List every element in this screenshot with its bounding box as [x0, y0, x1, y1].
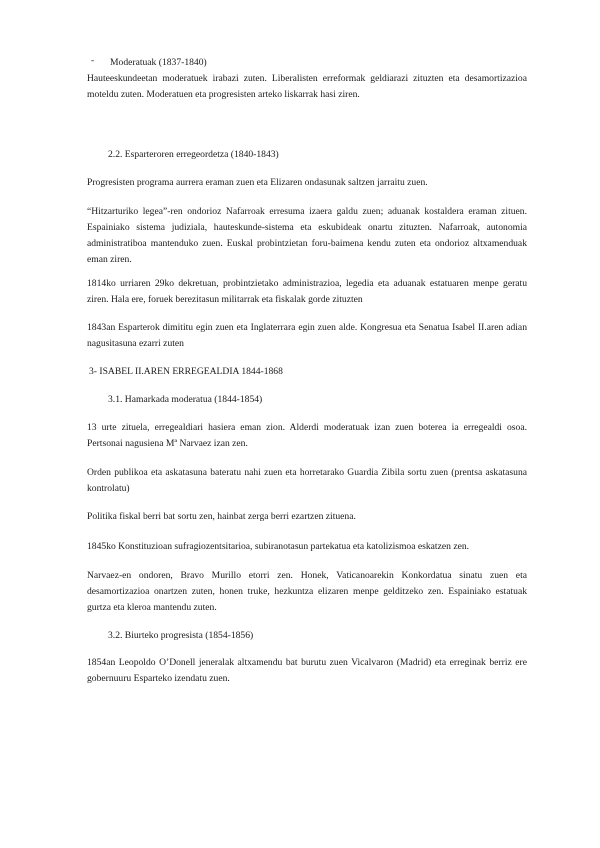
- paragraph-1854-odonell: 1854an Leopoldo O’Donell jeneralak altxamendu bat burutu zuen Vicalvaron (Madrid) eta erreginak berriz ere gobernuuru Esparteko izendatu zuen.: [87, 657, 527, 684]
- paragraph-hitzarturiko-legea: “Hitzarturiko legea”-ren ondorioz Nafarroak erresuma izaera galdu zuen; aduanak kostaldera eraman zituen. Espainiako sistema judiziala, hauteskunde-sistema eta eskubideak onartu zituzten. Nafarroak, autonomia administratiboa mantenduko zuen. Euskal probintzietan foru-baimena kendu zuten eta ondorioz altxamenduak eman ziren.: [87, 206, 527, 265]
- heading-2-2: 2.2. Esparteroren erregeordetza (1840-1843): [108, 149, 279, 160]
- paragraph-1814-dekretua: 1814ko urriaren 29ko dekretuan, probintzietako administrazioa, legedia eta aduanak estatuaren menpe geratu ziren. Hala ere, foruek berezitasun militarrak eta fiskalak gorde zituzten: [87, 278, 527, 305]
- bullet-heading-moderatuak: Moderatuak (1837-1840): [110, 57, 207, 68]
- paragraph-progresisten-programa: Progresisten programa aurrera eraman zuen eta Elizaren ondasunak saltzen jarraitu zuen.: [87, 177, 428, 188]
- paragraph-1843-espartero: 1843an Esparterok dimititu egin zuen eta Inglaterrara egin zuen alde. Kongresua eta Senatua Isabel II.aren adian nagusitasuna ezarri zuten: [87, 322, 527, 349]
- paragraph-13-urte: 13 urte zituela, erregealdiari hasiera eman zion. Alderdi moderatuak izan zuen boterea ia erregealdi osoa. Pertsonai nagusiena Mª Narvaez izan zen.: [87, 422, 527, 449]
- paragraph-narvaez-ondoren: Narvaez-en ondoren, Bravo Murillo etorri zen. Honek, Vaticanoarekin Konkordatua sinatu zuen eta desamortizazioa onartzen zuten, honen truke, hezkuntza elizaren menpe gelditzeko zen. Espainiako estatuak gurtza eta kleroa mantendu zuten.: [87, 570, 527, 613]
- paragraph-politika-fiskala: Politika fiskal berri bat sortu zen, hainbat zerga berri ezartzen zituena.: [87, 511, 356, 522]
- paragraph-orden-publikoa: Orden publikoa eta askatasuna bateratu nahi zuen eta horretarako Guardia Zibila sortu zuen (prentsa askatasuna kontrolatu): [87, 467, 527, 494]
- bullet-marker: -: [91, 55, 95, 66]
- paragraph-1845-konstituzioa: 1845ko Konstituzioan sufragiozentsitarioa, subiranotasun partekatua eta katolizismoa eskatzen zen.: [87, 541, 470, 552]
- heading-3-2: 3.2. Biurteko progresista (1854-1856): [108, 630, 254, 641]
- heading-3-1: 3.1. Hamarkada moderatua (1844-1854): [108, 394, 263, 405]
- paragraph-moderatuak: Hauteeskundeetan moderatuek irabazi zuten. Liberalisten erreformak geldiarazi zituzten eta desamortizazioa moteldu zuten. Moderatuen eta progresisten arteko liskarrak hasi ziren.: [87, 73, 527, 100]
- heading-3-isabel: 3- ISABEL II.AREN ERREGEALDIA 1844-1868: [89, 366, 283, 377]
